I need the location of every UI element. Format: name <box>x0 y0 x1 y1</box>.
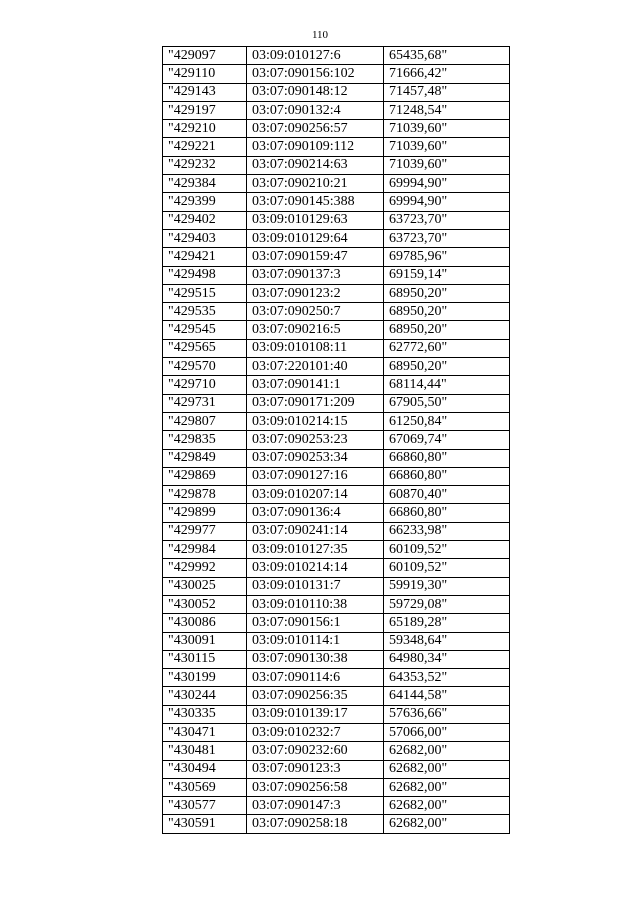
table-row <box>163 229 510 247</box>
table-row <box>163 138 510 156</box>
amount-cell: 64353,52" <box>384 669 510 687</box>
amount-cell: 60109,52" <box>384 541 510 559</box>
registry-number-cell: "430244 <box>163 687 247 705</box>
cadastral-number-cell: 03:09:010131:7 <box>247 577 384 595</box>
table-row <box>163 321 510 339</box>
cadastral-number-cell: 03:07:090214:63 <box>247 156 384 174</box>
registry-number-cell: "429992 <box>163 559 247 577</box>
registry-number-cell: "429535 <box>163 303 247 321</box>
registry-number-cell: "429421 <box>163 248 247 266</box>
registry-number-cell: "430569 <box>163 778 247 796</box>
cadastral-number-cell: 03:07:090258:18 <box>247 815 384 833</box>
amount-cell: 62682,00" <box>384 742 510 760</box>
registry-number-cell: "430025 <box>163 577 247 595</box>
table-row <box>163 156 510 174</box>
amount-cell: 66860,80" <box>384 449 510 467</box>
cadastral-number-cell: 03:07:090256:35 <box>247 687 384 705</box>
table-row <box>163 632 510 650</box>
registry-number-cell: "430481 <box>163 742 247 760</box>
amount-cell: 68950,20" <box>384 358 510 376</box>
table-row <box>163 358 510 376</box>
table-row <box>163 211 510 229</box>
registry-number-cell: "429899 <box>163 504 247 522</box>
cadastral-number-cell: 03:07:090210:21 <box>247 175 384 193</box>
registry-number-cell: "430591 <box>163 815 247 833</box>
table-row <box>163 760 510 778</box>
table-row <box>163 120 510 138</box>
registry-number-cell: "429515 <box>163 284 247 302</box>
amount-cell: 71666,42" <box>384 65 510 83</box>
table-row <box>163 339 510 357</box>
registry-number-cell: "429097 <box>163 47 247 65</box>
cadastral-number-cell: 03:07:090232:60 <box>247 742 384 760</box>
cadastral-number-cell: 03:07:090148:12 <box>247 83 384 101</box>
cadastral-number-cell: 03:09:010214:15 <box>247 412 384 430</box>
registry-number-cell: "429731 <box>163 394 247 412</box>
registry-number-cell: "429835 <box>163 431 247 449</box>
amount-cell: 67905,50" <box>384 394 510 412</box>
cadastral-number-cell: 03:07:090145:388 <box>247 193 384 211</box>
cadastral-number-cell: 03:09:010139:17 <box>247 705 384 723</box>
amount-cell: 60870,40" <box>384 486 510 504</box>
amount-cell: 71039,60" <box>384 120 510 138</box>
cadastral-number-cell: 03:09:010108:11 <box>247 339 384 357</box>
table-row <box>163 778 510 796</box>
table-row <box>163 266 510 284</box>
amount-cell: 69994,90" <box>384 175 510 193</box>
amount-cell: 64144,58" <box>384 687 510 705</box>
table-row <box>163 541 510 559</box>
table-row <box>163 449 510 467</box>
cadastral-number-cell: 03:07:090132:4 <box>247 101 384 119</box>
registry-number-cell: "430091 <box>163 632 247 650</box>
registry-number-cell: "430577 <box>163 797 247 815</box>
table-row <box>163 577 510 595</box>
registry-number-cell: "429545 <box>163 321 247 339</box>
table-row <box>163 101 510 119</box>
cadastral-number-cell: 03:07:090123:2 <box>247 284 384 302</box>
amount-cell: 62682,00" <box>384 778 510 796</box>
amount-cell: 59348,64" <box>384 632 510 650</box>
registry-number-cell: "429221 <box>163 138 247 156</box>
amount-cell: 62682,00" <box>384 797 510 815</box>
table-row <box>163 284 510 302</box>
cadastral-number-cell: 03:09:010129:64 <box>247 229 384 247</box>
registry-number-cell: "430494 <box>163 760 247 778</box>
registry-number-cell: "429710 <box>163 376 247 394</box>
table-row <box>163 248 510 266</box>
cadastral-number-cell: 03:07:090171:209 <box>247 394 384 412</box>
amount-cell: 68950,20" <box>384 321 510 339</box>
registry-number-cell: "430115 <box>163 650 247 668</box>
cadastral-number-cell: 03:07:090127:16 <box>247 467 384 485</box>
registry-number-cell: "429110 <box>163 65 247 83</box>
amount-cell: 66233,98" <box>384 522 510 540</box>
cadastral-number-cell: 03:07:090256:57 <box>247 120 384 138</box>
amount-cell: 66860,80" <box>384 467 510 485</box>
registry-number-cell: "429403 <box>163 229 247 247</box>
registry-number-cell: "429869 <box>163 467 247 485</box>
cadastral-number-cell: 03:07:090123:3 <box>247 760 384 778</box>
table-row <box>163 303 510 321</box>
cadastral-number-cell: 03:09:010114:1 <box>247 632 384 650</box>
table-row <box>163 705 510 723</box>
cadastral-number-cell: 03:07:090137:3 <box>247 266 384 284</box>
registry-number-cell: "429565 <box>163 339 247 357</box>
registry-number-cell: "429402 <box>163 211 247 229</box>
registry-number-cell: "430471 <box>163 723 247 741</box>
cadastral-number-cell: 03:07:090130:38 <box>247 650 384 668</box>
cadastral-number-cell: 03:09:010127:6 <box>247 47 384 65</box>
registry-number-cell: "429984 <box>163 541 247 559</box>
cadastral-number-cell: 03:07:090256:58 <box>247 778 384 796</box>
cadastral-number-cell: 03:07:090156:102 <box>247 65 384 83</box>
amount-cell: 71248,54" <box>384 101 510 119</box>
cadastral-number-cell: 03:07:090253:34 <box>247 449 384 467</box>
table-row <box>163 815 510 833</box>
cadastral-number-cell: 03:07:090250:7 <box>247 303 384 321</box>
table-row <box>163 431 510 449</box>
table-row <box>163 687 510 705</box>
page-number: 110 <box>311 29 329 41</box>
amount-cell: 68950,20" <box>384 303 510 321</box>
amount-cell: 71457,48" <box>384 83 510 101</box>
amount-cell: 69785,96" <box>384 248 510 266</box>
cadastral-number-cell: 03:07:090241:14 <box>247 522 384 540</box>
cadastral-number-cell: 03:09:010232:7 <box>247 723 384 741</box>
registry-number-cell: "429849 <box>163 449 247 467</box>
amount-cell: 63723,70" <box>384 211 510 229</box>
cadastral-number-cell: 03:07:090253:23 <box>247 431 384 449</box>
registry-number-cell: "429384 <box>163 175 247 193</box>
cadastral-number-cell: 03:07:090159:47 <box>247 248 384 266</box>
registry-number-cell: "429807 <box>163 412 247 430</box>
registry-number-cell: "429143 <box>163 83 247 101</box>
table-row <box>163 614 510 632</box>
table-row <box>163 723 510 741</box>
amount-cell: 66860,80" <box>384 504 510 522</box>
table-row <box>163 742 510 760</box>
amount-cell: 67069,74" <box>384 431 510 449</box>
registry-number-cell: "429210 <box>163 120 247 138</box>
registry-number-cell: "429498 <box>163 266 247 284</box>
cadastral-number-cell: 03:07:090216:5 <box>247 321 384 339</box>
registry-number-cell: "430335 <box>163 705 247 723</box>
amount-cell: 71039,60" <box>384 138 510 156</box>
cadastral-number-cell: 03:07:090141:1 <box>247 376 384 394</box>
amount-cell: 64980,34" <box>384 650 510 668</box>
registry-number-cell: "429570 <box>163 358 247 376</box>
amount-cell: 57636,66" <box>384 705 510 723</box>
amount-cell: 62682,00" <box>384 815 510 833</box>
amount-cell: 59919,30" <box>384 577 510 595</box>
cadastral-number-cell: 03:07:220101:40 <box>247 358 384 376</box>
registry-number-cell: "430199 <box>163 669 247 687</box>
table-row <box>163 486 510 504</box>
table-row <box>163 193 510 211</box>
amount-cell: 69159,14" <box>384 266 510 284</box>
table-row <box>163 65 510 83</box>
cadastral-number-cell: 03:09:010207:14 <box>247 486 384 504</box>
amount-cell: 57066,00" <box>384 723 510 741</box>
cadastral-number-cell: 03:07:090156:1 <box>247 614 384 632</box>
cadastral-number-cell: 03:09:010129:63 <box>247 211 384 229</box>
amount-cell: 61250,84" <box>384 412 510 430</box>
amount-cell: 71039,60" <box>384 156 510 174</box>
table-row <box>163 559 510 577</box>
registry-number-cell: "429232 <box>163 156 247 174</box>
registry-number-cell: "429878 <box>163 486 247 504</box>
amount-cell: 68114,44" <box>384 376 510 394</box>
registry-table-body <box>163 47 510 834</box>
table-row <box>163 669 510 687</box>
table-row <box>163 797 510 815</box>
registry-number-cell: "429197 <box>163 101 247 119</box>
table-row <box>163 412 510 430</box>
registry-number-cell: "429977 <box>163 522 247 540</box>
amount-cell: 63723,70" <box>384 229 510 247</box>
table-row <box>163 47 510 65</box>
table-row <box>163 83 510 101</box>
table-row <box>163 504 510 522</box>
amount-cell: 62682,00" <box>384 760 510 778</box>
registry-number-cell: "429399 <box>163 193 247 211</box>
amount-cell: 65189,28" <box>384 614 510 632</box>
amount-cell: 60109,52" <box>384 559 510 577</box>
amount-cell: 68950,20" <box>384 284 510 302</box>
registry-number-cell: "430086 <box>163 614 247 632</box>
cadastral-number-cell: 03:07:090109:112 <box>247 138 384 156</box>
table-row <box>163 376 510 394</box>
registry-table <box>162 46 510 834</box>
cadastral-number-cell: 03:09:010214:14 <box>247 559 384 577</box>
amount-cell: 65435,68" <box>384 47 510 65</box>
table-row <box>163 175 510 193</box>
table-row <box>163 595 510 613</box>
table-row <box>163 467 510 485</box>
amount-cell: 62772,60" <box>384 339 510 357</box>
cadastral-number-cell: 03:07:090136:4 <box>247 504 384 522</box>
cadastral-number-cell: 03:07:090147:3 <box>247 797 384 815</box>
amount-cell: 59729,08" <box>384 595 510 613</box>
amount-cell: 69994,90" <box>384 193 510 211</box>
cadastral-number-cell: 03:09:010127:35 <box>247 541 384 559</box>
cadastral-number-cell: 03:09:010110:38 <box>247 595 384 613</box>
table-row <box>163 522 510 540</box>
table-row <box>163 650 510 668</box>
registry-number-cell: "430052 <box>163 595 247 613</box>
cadastral-number-cell: 03:07:090114:6 <box>247 669 384 687</box>
table-row <box>163 394 510 412</box>
